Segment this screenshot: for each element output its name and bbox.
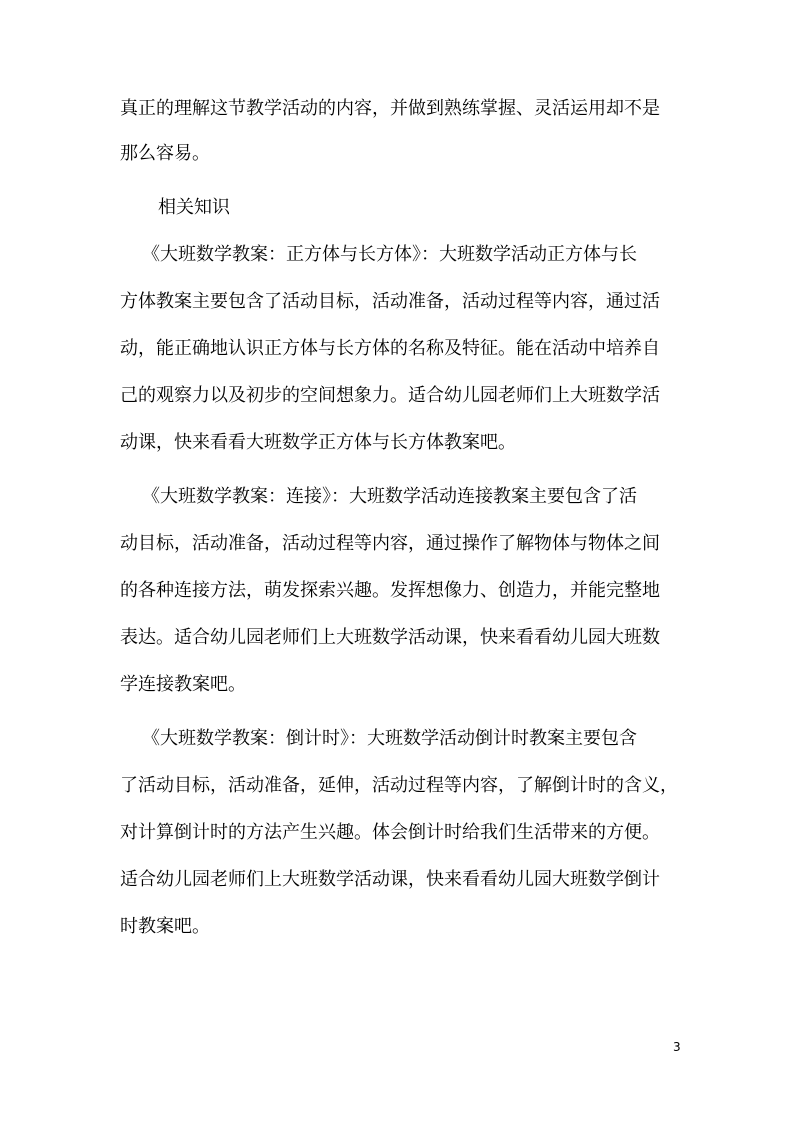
text-line: 真正的理解这节教学活动的内容，并做到熟练掌握、灵活运用却不是	[120, 98, 660, 119]
text-line: 学连接教案吧。	[120, 674, 246, 695]
text-line: 动目标，活动准备，活动过程等内容，通过操作了解物体与物体之间	[120, 533, 660, 554]
text-line: 动课，快来看看大班数学正方体与长方体教案吧。	[120, 432, 516, 453]
page-number: 3	[673, 1040, 681, 1054]
section-heading: 相关知识	[158, 197, 230, 218]
text-line: 对计算倒计时的方法产生兴趣。体会倒计时给我们生活带来的方便。	[120, 822, 660, 843]
text-line: 适合幼儿园老师们上大班数学活动课，快来看看幼儿园大班数学倒计	[120, 869, 660, 890]
text-line: 《大班数学教案：倒计时》：大班数学活动倒计时教案主要包含	[142, 728, 637, 749]
text-line: 方体教案主要包含了活动目标，活动准备，活动过程等内容，通过活	[120, 291, 660, 312]
text-line: 时教案吧。	[120, 916, 210, 937]
text-line: 那么容易。	[120, 143, 210, 164]
text-line: 《大班数学教案：正方体与长方体》：大班数学活动正方体与长	[142, 244, 637, 265]
text-line: 动，能正确地认识正方体与长方体的名称及特征。能在活动中培养自	[120, 338, 660, 359]
text-line: 己的观察力以及初步的空间想象力。适合幼儿园老师们上大班数学活	[120, 385, 660, 406]
text-line: 《大班数学教案：连接》：大班数学活动连接教案主要包含了活	[142, 486, 637, 507]
text-line: 了活动目标，活动准备，延伸，活动过程等内容，了解倒计时的含义，	[120, 775, 678, 796]
text-line: 表达。适合幼儿园老师们上大班数学活动课，快来看看幼儿园大班数	[120, 627, 660, 648]
text-line: 的各种连接方法，萌发探索兴趣。发挥想像力、创造力，并能完整地	[120, 580, 660, 601]
